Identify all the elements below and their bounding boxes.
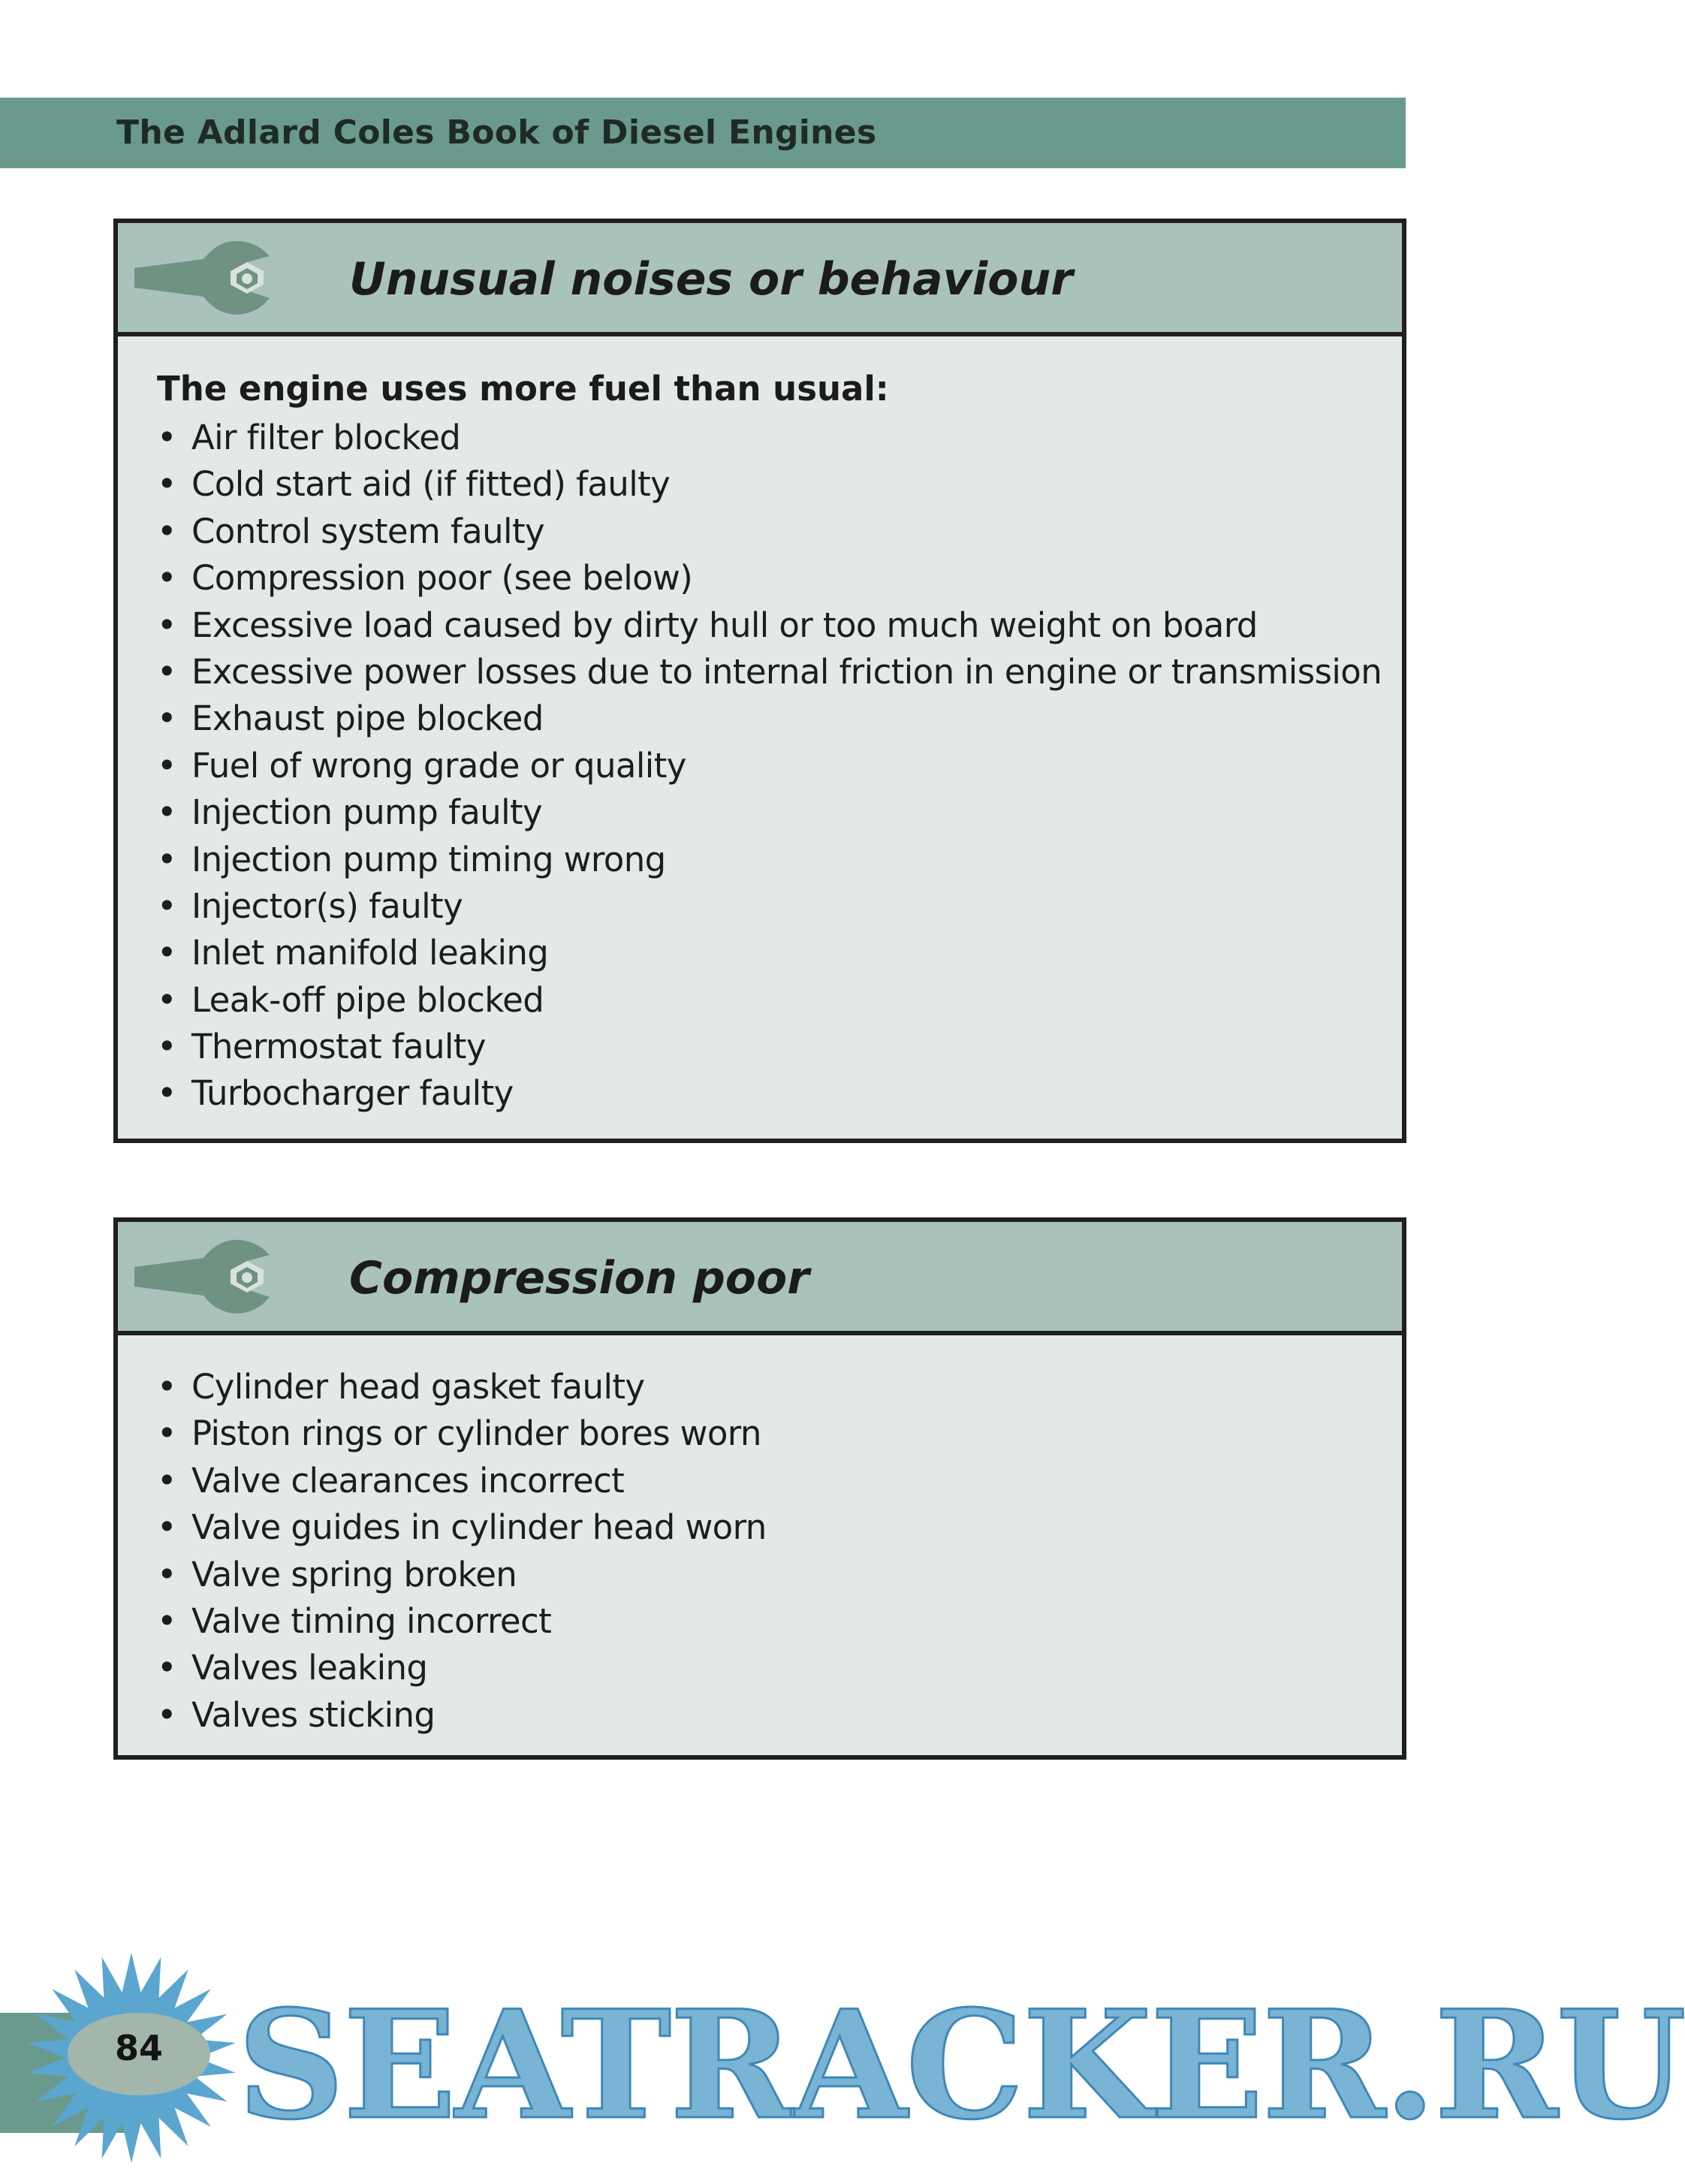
list-item: • Valve clearances incorrect bbox=[157, 1458, 1402, 1504]
list-item: • Control system faulty bbox=[157, 508, 1402, 555]
list-item: • Cylinder head gasket faulty bbox=[157, 1364, 1402, 1410]
list-item: • Valve timing incorrect bbox=[157, 1598, 1402, 1645]
section-subheading: The engine uses more fuel than usual: bbox=[157, 369, 889, 409]
list-item: • Excessive power losses due to internal friction in engine or transmission bbox=[157, 649, 1402, 695]
list-item: • Excessive load caused by dirty hull or too much weight on board bbox=[157, 602, 1402, 649]
list-item: • Valve guides in cylinder head worn bbox=[157, 1504, 1402, 1551]
running-header bbox=[0, 98, 1406, 168]
section-title: Compression poor bbox=[349, 1252, 809, 1305]
site-watermark: SEATRACKER.RU bbox=[237, 1977, 1685, 2152]
list-item: • Injection pump faulty bbox=[157, 789, 1402, 836]
section-body bbox=[118, 1335, 1402, 1739]
section-compression-poor bbox=[113, 1217, 1406, 1760]
list-item: • Injection pump timing wrong bbox=[157, 837, 1402, 883]
list-item: • Turbocharger faulty bbox=[157, 1070, 1402, 1117]
list-item: • Valves leaking bbox=[157, 1645, 1402, 1691]
list-item: • Piston rings or cylinder bores worn bbox=[157, 1410, 1402, 1457]
list-item: • Valve spring broken bbox=[157, 1552, 1402, 1598]
book-title: The Adlard Coles Book of Diesel Engines bbox=[116, 113, 877, 152]
list-item: • Injector(s) faulty bbox=[157, 883, 1402, 930]
cause-list bbox=[157, 1364, 1402, 1739]
section-unusual-noises bbox=[113, 219, 1406, 1143]
list-item: • Exhaust pipe blocked bbox=[157, 695, 1402, 742]
cause-list bbox=[157, 415, 1402, 1118]
page-number: 84 bbox=[114, 2028, 163, 2068]
wrench-nut-icon bbox=[134, 1235, 285, 1318]
page-number-starburst bbox=[0, 1953, 240, 2184]
list-item: • Inlet manifold leaking bbox=[157, 930, 1402, 976]
list-item: • Valves sticking bbox=[157, 1692, 1402, 1739]
list-item: • Air filter blocked bbox=[157, 415, 1402, 461]
section-body bbox=[118, 336, 1402, 1118]
list-item: • Leak-off pipe blocked bbox=[157, 977, 1402, 1024]
section-title: Unusual noises or behaviour bbox=[349, 253, 1073, 306]
wrench-nut-icon bbox=[134, 237, 285, 319]
list-item: • Fuel of wrong grade or quality bbox=[157, 743, 1402, 789]
section-header bbox=[118, 1222, 1402, 1335]
list-item: • Thermostat faulty bbox=[157, 1024, 1402, 1070]
section-header bbox=[118, 223, 1402, 336]
list-item: • Cold start aid (if fitted) faulty bbox=[157, 461, 1402, 508]
list-item: • Compression poor (see below) bbox=[157, 555, 1402, 602]
